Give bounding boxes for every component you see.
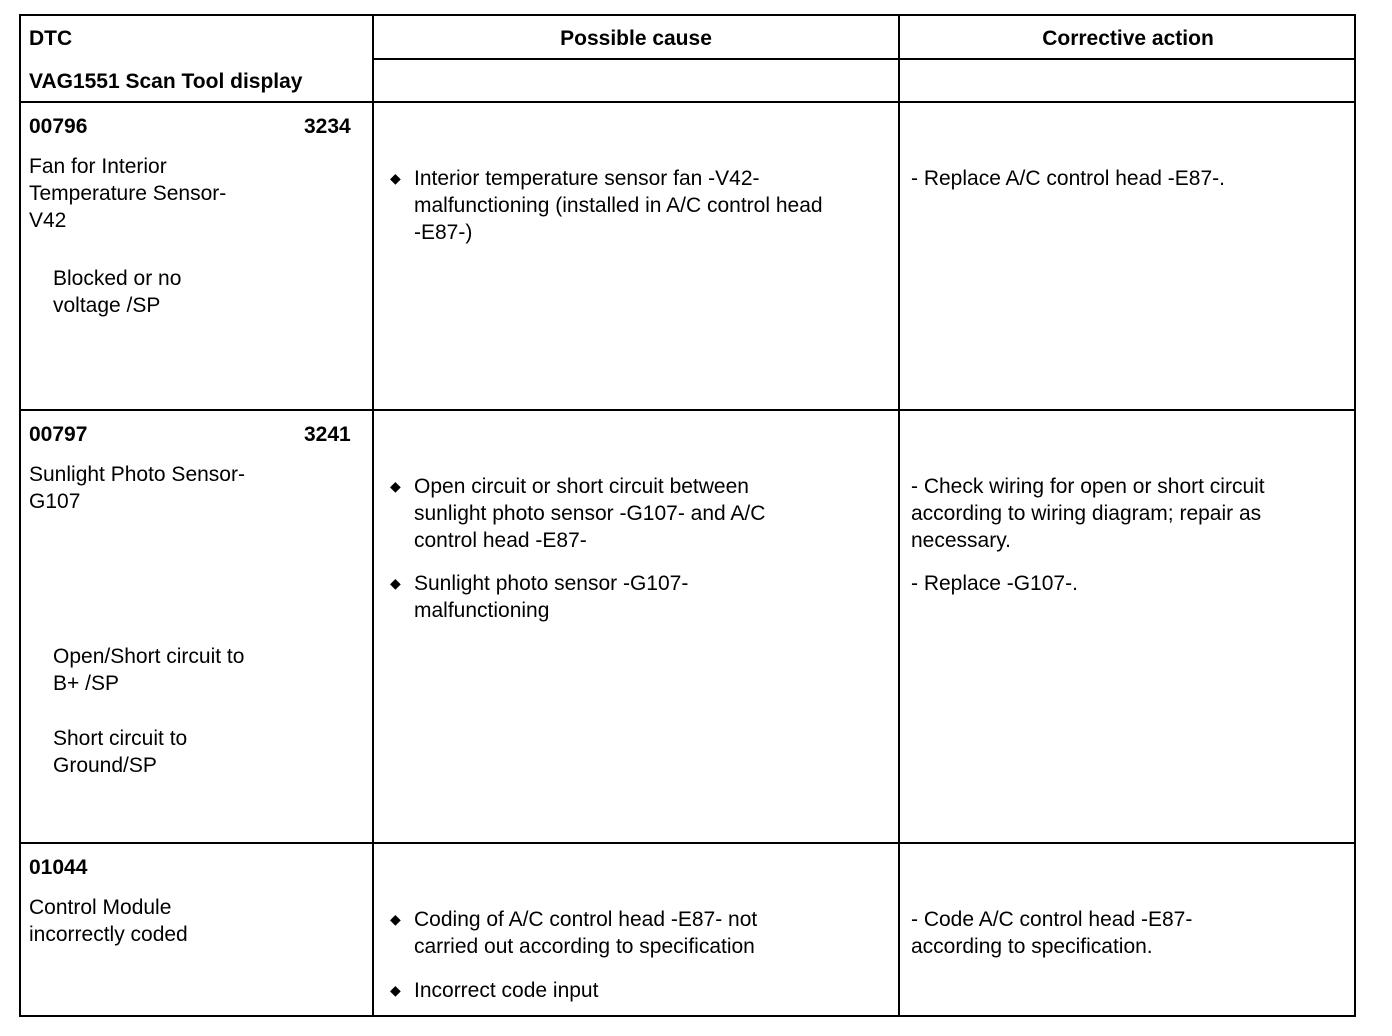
bullet-icon: ◆ [390,170,401,186]
cause-line: Coding of A/C control head -E87- not [414,908,758,931]
header-scan-tool: VAG1551 Scan Tool display [29,70,303,93]
row-divider [21,101,1354,103]
dtc-code: 00797 [29,423,88,446]
cause-line: Incorrect code input [414,979,599,1002]
action-line: - Replace A/C control head -E87-. [911,167,1225,190]
bullet-icon: ◆ [390,478,401,494]
column-divider [372,16,374,1015]
dtc-table [19,14,1356,1017]
header-corrective-action: Corrective action [1042,27,1214,50]
cause-line: -E87-) [414,221,473,244]
cause-line: control head -E87- [414,529,587,552]
bullet-icon: ◆ [390,911,401,927]
header-dtc: DTC [29,27,73,50]
row-divider [21,842,1354,844]
cause-line: malfunctioning (installed in A/C control head [414,194,823,217]
action-line: - Code A/C control head -E87- [911,908,1193,931]
cause-line: Interior temperature sensor fan -V42- [414,167,760,190]
action-line: necessary. [911,529,1011,552]
dtc-number: 3241 [304,423,351,446]
dtc-description-line: Temperature Sensor- [29,182,227,205]
dtc-condition-line: Blocked or no [53,267,182,290]
action-line: according to specification. [911,935,1153,958]
dtc-condition-line: Ground/SP [53,754,157,777]
dtc-number: 3234 [304,115,351,138]
header-possible-cause: Possible cause [560,27,712,50]
dtc-condition-line: Open/Short circuit to [53,645,245,668]
dtc-code: 00796 [29,115,88,138]
action-line: according to wiring diagram; repair as [911,502,1262,525]
cause-line: malfunctioning [414,599,550,622]
cause-line: Open circuit or short circuit between [414,475,749,498]
header-divider [372,58,1354,60]
dtc-description-line: G107 [29,490,81,513]
column-divider [898,16,900,1015]
action-line: - Check wiring for open or short circuit [911,475,1265,498]
dtc-description-line: V42 [29,209,67,232]
cause-line: Sunlight photo sensor -G107- [414,572,689,595]
dtc-description-line: Fan for Interior [29,155,167,178]
action-line: - Replace -G107-. [911,572,1078,595]
cause-line: carried out according to specification [414,935,755,958]
dtc-description-line: Sunlight Photo Sensor- [29,463,245,486]
dtc-condition-line: Short circuit to [53,727,188,750]
cause-line: sunlight photo sensor -G107- and A/C [414,502,766,525]
dtc-condition-line: voltage /SP [53,294,161,317]
dtc-code: 01044 [29,856,88,879]
dtc-description-line: Control Module [29,896,172,919]
dtc-condition-line: B+ /SP [53,672,119,695]
bullet-icon: ◆ [390,575,401,591]
row-divider [21,409,1354,411]
dtc-description-line: incorrectly coded [29,923,188,946]
bullet-icon: ◆ [390,982,401,998]
